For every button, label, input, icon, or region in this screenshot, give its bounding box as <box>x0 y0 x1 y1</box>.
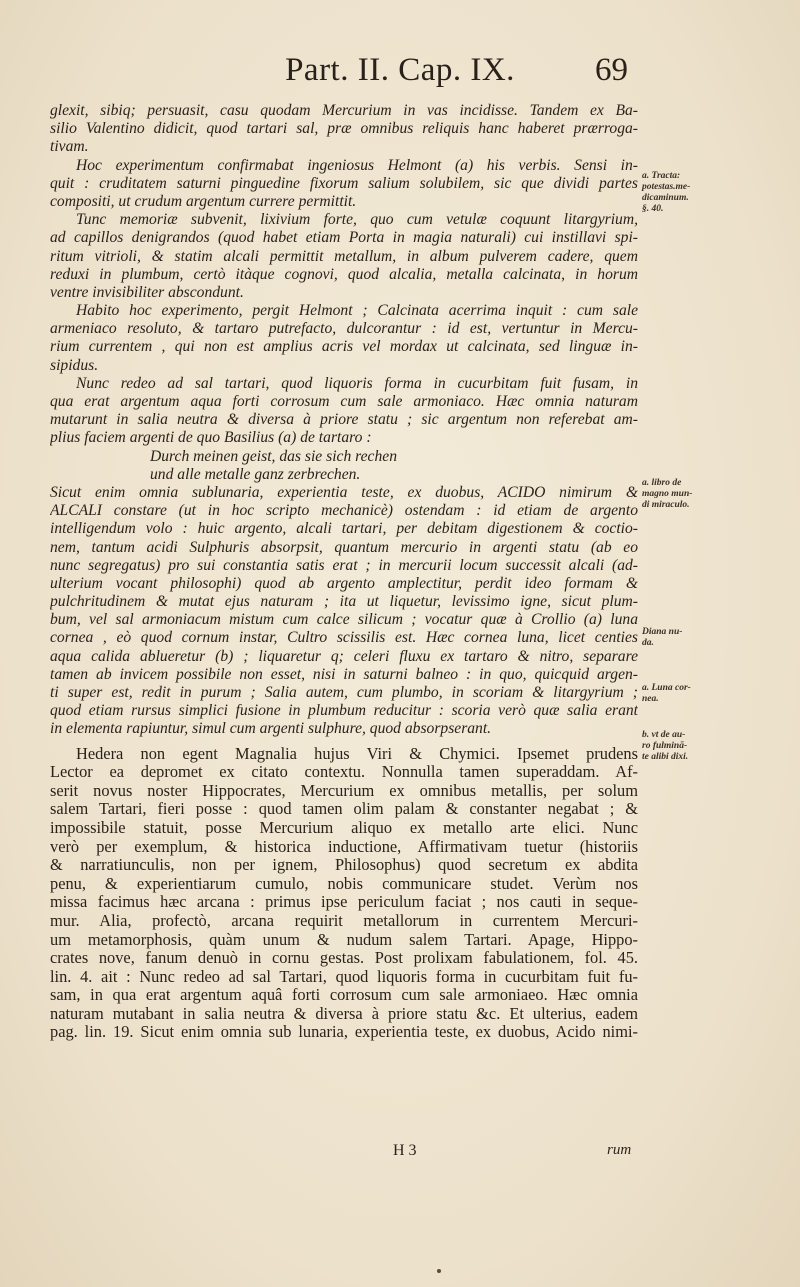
ink-spot <box>437 1269 441 1273</box>
text-line: ti super est, redit in purum ; Salia autem, cum plumbo, in scoriam & litargyrium ; <box>50 684 638 701</box>
text-line: nunc segregatus) pro sui constantia satis erat ; in mercurii locum successit alcali (ad- <box>50 556 638 574</box>
text-line: qua erat argentum aqua forti corrosum cum sale armoniaco. Hæc omnia naturam <box>50 393 638 410</box>
margin-note-line: nea. <box>642 694 659 704</box>
margin-note-line: magno mun- <box>642 489 693 499</box>
text-line: plius faciem argenti de quo Basilius (a) de tartaro : <box>50 429 372 447</box>
margin-note-libro <box>642 478 718 511</box>
text-line: Nunc redeo ad sal tartari, quod liquoris forma in cucurbitam fuit fusam, in <box>76 374 638 392</box>
margin-note-line: da. <box>642 638 654 648</box>
text-line: verò per exemplum, & historica inductione, Affirmativam tuetur (historiis <box>50 837 638 856</box>
text-line: Sicut enim omnia sublunaria, experientia teste, ex duobus, ACIDO nimirum & <box>50 483 638 501</box>
margin-note-diana <box>642 627 718 649</box>
margin-note-line: te alibi dixi. <box>642 752 689 762</box>
text-line: compositi, ut crudum argentum currere permittit. <box>50 192 357 210</box>
text-line: ad capillos denigrandos (quod habet etiam Porta in magia naturali) cui instillavi spi- <box>50 229 638 247</box>
text-line: ulterium vocant philosophi) quod ab argento amplectitur, perdit ideo formam & <box>50 574 638 592</box>
text-line: sipidus. <box>50 356 99 374</box>
margin-note-line: a. libro de <box>642 478 682 488</box>
text-line: mutarunt in salia neutra & diversa à priore statu ; sic argentum non referebat am- <box>50 411 638 429</box>
text-line: Lector ea depromet ex citato contextu. Nonnulla tamen superaddam. Af- <box>50 763 638 782</box>
text-line: armeniaco resoluto, & tartaro putrefacto, dulcorantur : id est, vertuntur in Mercu- <box>50 320 638 338</box>
signature-mark: H 3 <box>393 1142 417 1159</box>
text-line: rium currentem , qui non est amplius acris vel mordax ut calcinata, sed linguæ in- <box>50 338 638 356</box>
text-line: impossibile statuit, posse Mercurium aliquo ex metallo arte elici. Nunc <box>50 818 638 837</box>
margin-note-line: ro fulminā- <box>642 741 688 751</box>
verse-line: Durch meinen geist, das sie sich rechen <box>150 447 397 465</box>
text-line: um metamorphosis, quàm unum & nudum salem Tartari. Apage, Hippo- <box>50 930 638 949</box>
text-line: crates nove, fanum denuò in cornu gestas. Post prolixam fabulationem, fol. 45. <box>50 949 638 968</box>
catchword: rum <box>607 1142 632 1158</box>
text-line: nem, tantum acidi Sulphuris absorpsit, quantum mercurio in argenti statu (ab eo <box>50 538 638 556</box>
text-line: ALCALI constare (ut in hoc scripto mechanicè) ostendam : id etiam de argento <box>50 502 638 520</box>
text-line: glexit, sibiq; persuasit, casu quodam Mercurium in vas incidisse. Tandem ex Ba- <box>50 102 638 119</box>
margin-note-line: §. 40. <box>642 204 664 214</box>
margin-note-luna <box>642 683 718 705</box>
margin-note-line: di miraculo. <box>642 500 690 510</box>
text-line: tivam. <box>50 138 89 156</box>
margin-note-line: b. vt de au- <box>642 730 686 740</box>
text-line: serit novus noster Hippocrates, Mercurium ex omnibus metallis, per solum <box>50 781 638 800</box>
text-line: aqua calida ablueretur (b) ; liquaretur q; celeri fluxu ex tartaro & nitro, separare <box>50 647 638 665</box>
text-line: Habito hoc experimento, pergit Helmont ; Calcinata acerrima inquit : cum sale <box>76 302 638 320</box>
text-line: salem Tartari, fieri posse : quod tamen olim palam & constanter negabat ; & <box>50 800 638 819</box>
margin-note-line: dicaminum. <box>642 193 689 203</box>
text-line: pulchritudinem & mutat ejus naturam ; ita ut liquetur, levissimo igne, sicut plum- <box>50 593 638 611</box>
text-line: intelligendum volo : huic argento, alcali tartari, per debitam digestionem & coctio- <box>50 520 638 538</box>
text-line: missa facimus hæc arcana : primus ipse periculum faciat ; nos cauti in seque- <box>50 893 638 912</box>
margin-note-line: Diana nu- <box>642 627 683 637</box>
text-line: reduxi in plumbum, certò itàque cognovi, quod alcalia, metalla calcinata, in horum <box>50 265 638 283</box>
margin-note-fulminante <box>642 730 718 763</box>
running-head: Part. II. Cap. IX. <box>285 52 515 88</box>
text-line: quit : cruditatem saturni pinguedine fixorum salium solubilem, sic que dividi partes <box>50 174 638 192</box>
text-line: ventre invisibiliter abscondunt. <box>50 283 244 301</box>
text-line: Hoc experimentum confirmabat ingeniosus Helmont (a) his verbis. Sensi in- <box>76 156 638 174</box>
page-header <box>0 52 800 92</box>
text-line: mur. Alia, profectò, arcana requirit metallorum in currentem Mercuri- <box>50 911 638 930</box>
text-line: lin. 4. ait : Nunc redeo ad sal Tartari, quod liquoris forma in cucurbitam fuit fu- <box>50 967 638 986</box>
text-line: pag. lin. 19. Sicut enim omnia sub lunaria, experientia teste, ex duobus, Acido nimi- <box>50 1023 638 1042</box>
margin-note-line: a. Tracta: <box>642 171 681 181</box>
text-line: tamen ab invicem possibile non esset, nisi in saturni balneo : in quo, quicquid argen- <box>50 665 638 683</box>
text-line: & narratiunculis, non per ignem, Philosophus) quod secretum ex abdita <box>50 856 638 875</box>
verse-line: und alle metalle ganz zerbrechen. <box>150 465 361 483</box>
text-line: cornea , eò quod cornum instar, Cultro scissilis est. Hæc cornea luna, licet centies <box>50 629 638 647</box>
text-line: sam, in qua erat argentum aquâ forti corrosum cum sale armoniaeo. Hæc omnia <box>50 986 638 1005</box>
text-line: ritum vitrioli, & statim alcali permittit metallum, in album pulverem cadere, quem <box>50 247 638 265</box>
margin-note-tractatus <box>642 171 718 215</box>
margin-note-line: potestas.me- <box>642 182 691 192</box>
text-block <box>50 102 638 1042</box>
text-line: Hedera non egent Magnalia hujus Viri & Chymici. Ipsemet prudens <box>76 744 638 763</box>
text-line: quod etiam rursus simplici fusione in plumbum reducitur : scoria verò quæ salia erant <box>50 702 638 720</box>
text-line: in elementa rapiuntur, simul cum argenti sulphure, quod absorpserant. <box>50 720 492 738</box>
text-line: bum, vel sal armoniacum mistum cum calce silicum ; vocatur quæ à Crollio (a) luna <box>50 611 638 629</box>
page-number: 69 <box>595 52 628 88</box>
text-line: naturam mutabant in salia neutra & diversa à priore statu &c. Et ulterius, eadem <box>50 1004 638 1023</box>
margin-note-line: a. Luna cor- <box>642 683 691 693</box>
text-line: penu, & experientiarum cumulo, nobis communicare studet. Verùm nos <box>50 874 638 893</box>
text-line: silio Valentino didicit, quod tartari sal, præ omnibus reliquis hanc haberet prærroga- <box>50 120 638 138</box>
text-line: Tunc memoriæ subvenit, lixivium forte, quo cum vetulæ coquunt litargyrium, <box>76 211 638 229</box>
